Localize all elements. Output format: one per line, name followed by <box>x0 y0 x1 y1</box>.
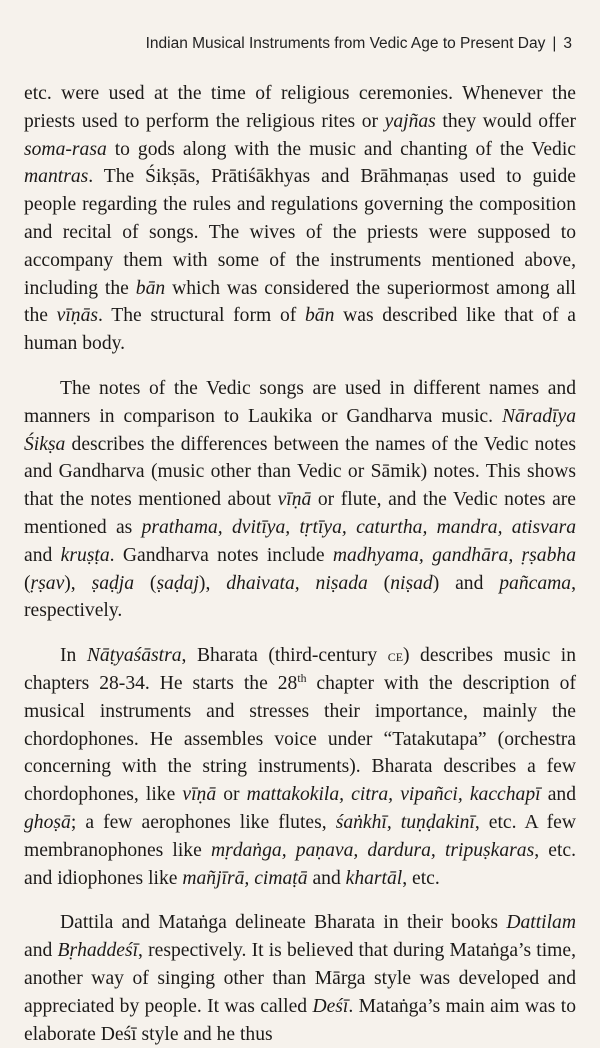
text-segment: kruṣṭa <box>60 544 110 566</box>
text-segment: vīṇās <box>56 305 99 327</box>
paragraph-4 <box>24 909 576 1048</box>
text-segment: ; a few aerophones like flutes, <box>70 811 336 833</box>
text-segment: bān <box>305 305 335 327</box>
text-segment: . Gandharva notes include <box>109 544 333 566</box>
text-segment: ṣaḍaj <box>156 572 199 594</box>
text-segment: etc. were used at the time of religious ceremonies. Whenever the priests used to perform the religious rites or <box>24 83 576 132</box>
text-segment: mantras <box>24 166 89 188</box>
text-segment: vīṇā <box>182 784 217 806</box>
text-segment: niṣad <box>390 572 433 594</box>
text-segment: , Bharata (third-century <box>181 645 388 667</box>
text-segment: they would offer <box>435 110 576 132</box>
text-segment: ) and <box>432 572 500 594</box>
text-segment: ( <box>24 572 31 594</box>
text-segment: or <box>216 784 247 806</box>
text-segment: ( <box>134 572 157 594</box>
book-title: Indian Musical Instruments from Vedic Age to Present Day <box>145 35 546 52</box>
text-segment: which was considered the superiormost among all the <box>24 277 576 327</box>
body-text <box>24 80 576 1048</box>
text-segment: . Mataṅga’s main aim was to elaborate Deśī style and he thus <box>24 995 576 1045</box>
text-segment: mañjīrā, cimaṭā <box>182 867 308 889</box>
text-segment: ), <box>64 572 92 594</box>
text-segment: and <box>24 940 58 962</box>
text-segment: Nāṭyaśāstra <box>86 645 182 667</box>
text-segment: chapter with the description of musical instruments and stresses their importance, mainly the chordophones. He assembles voice under “Tatakutapa” (orchestra concerning with the string instruments). Bharata describes a few chordophones, like <box>24 672 576 806</box>
text-segment: and <box>540 784 576 806</box>
text-segment: . The structural form of <box>98 305 305 327</box>
text-segment: ), <box>198 572 227 594</box>
text-segment: Nāradīya Śikṣa <box>24 405 576 455</box>
text-segment: vīṇā <box>277 489 312 511</box>
text-segment: , respectively. <box>24 572 576 622</box>
text-segment: dhaivata, niṣada <box>226 572 368 594</box>
text-segment: khartāl <box>345 867 403 889</box>
text-segment: Dattila and Mataṅga delineate Bharata in their books <box>60 912 507 934</box>
text-segment: ce <box>387 645 404 666</box>
paragraph-3 <box>24 642 576 892</box>
text-segment: soma-rasa <box>24 138 107 160</box>
text-segment: ṛṣav <box>30 572 65 594</box>
text-segment: th <box>297 671 307 685</box>
text-segment: In <box>60 645 87 667</box>
text-segment: ṣaḍja <box>91 572 135 594</box>
header-separator: | <box>552 35 557 52</box>
text-segment: and <box>307 867 346 889</box>
text-segment: describes the differences between the names of the Vedic notes and Gandharva (music other than Vedic or Sāmik) notes. This shows that the notes mentioned about <box>24 433 576 511</box>
text-segment: Dattilam <box>506 912 576 934</box>
text-segment: was described like that of a human body. <box>24 305 576 355</box>
page-number: 3 <box>563 35 572 52</box>
text-segment: , etc. and idiophones like <box>24 839 576 889</box>
text-segment: ( <box>367 572 391 594</box>
text-segment: madhyama, gandhāra, ṛṣabha <box>332 544 576 566</box>
text-segment: The notes of the Vedic songs are used in different names and manners in comparison to Laukika or Gandharva music. <box>24 377 576 427</box>
text-segment: śaṅkhī, tuṇḍakinī <box>335 811 475 833</box>
paragraph-2 <box>24 375 576 625</box>
text-segment: yajñas <box>384 110 436 132</box>
text-segment: Deśī <box>312 995 349 1017</box>
running-header <box>24 0 572 55</box>
text-segment: ) describes music in chapters 28-34. He starts the 28 <box>24 645 576 694</box>
text-segment: and <box>24 544 61 566</box>
text-segment: . The Śikṣās, Prātiśākhyas and Brāhmaṇas used to guide people regarding the rules and regulations governing the composition and recital of songs. The wives of the priests were supposed to accompany them with some of the instruments mentioned above, including the <box>24 166 576 299</box>
text-segment: to gods along with the music and chanting of the Vedic <box>106 138 576 160</box>
text-segment: , respectively. It is believed that during Mataṅga’s time, another way of singing other than Mārga style was developed and appreciated by people. It was called <box>24 940 576 1017</box>
text-segment: , etc. <box>402 867 440 889</box>
text-segment: mattakokila, citra, vipañci, kacchapī <box>246 784 541 806</box>
text-segment: , etc. A few membranophones like <box>24 811 576 861</box>
text-segment: pañcama <box>499 572 572 594</box>
paragraph-1 <box>24 80 576 358</box>
text-segment: bān <box>135 277 166 299</box>
text-segment: or flute, and the Vedic notes are mentioned as <box>24 489 576 538</box>
text-segment: Bṛhaddeśī <box>57 940 139 962</box>
text-segment: prathama, dvitīya, tṛtīya, caturtha, mandra, atisvara <box>141 516 576 538</box>
text-segment: mṛdaṅga, paṇava, dardura, tripuṣkaras <box>210 839 535 861</box>
text-segment: ghoṣā <box>24 811 71 833</box>
